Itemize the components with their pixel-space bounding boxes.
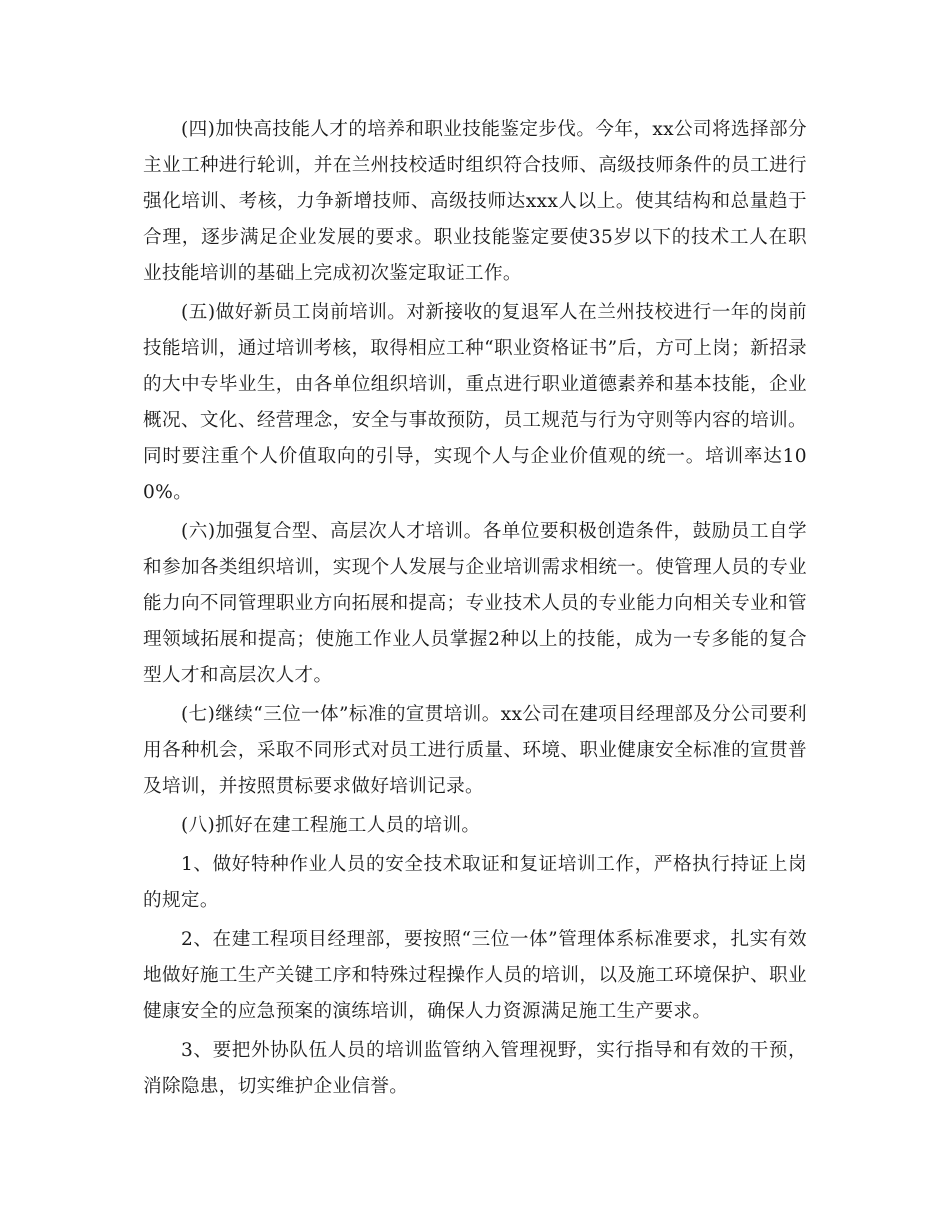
paragraph-item-2: 2、在建工程项目经理部，要按照“三位一体”管理体系标准要求，扎实有效地做好施工生产关键工序和特殊过程操作人员的培训，以及施工环境保护、职业健康安全的应急预案的演练培训，确保人力资源满足施工生产要求。 <box>143 929 807 1022</box>
document-body <box>143 112 807 1108</box>
paragraph-training-7: (七)继续“三位一体”标准的宣贯培训。xx公司在建项目经理部及分公司要利用各种机会，采取不同形式对员工进行质量、环境、职业健康安全标准的宣贯普及培训，并按照贯标要求做好培训记录。 <box>143 704 807 797</box>
paragraph-training-4: (四)加快高技能人才的培养和职业技能鉴定步伐。今年，xx公司将选择部分主业工种进行轮训，并在兰州技校适时组织符合技师、高级技师条件的员工进行强化培训、考核，力争新增技师、高级技师达xxx人以上。使其结构和总量趋于合理，逐步满足企业发展的要求。职业技能鉴定要使35岁以下的技术工人在职业技能培训的基础上完成初次鉴定取证工作。 <box>143 119 807 284</box>
paragraph-training-6: (六)加强复合型、高层次人才培训。各单位要积极创造条件，鼓励员工自学和参加各类组织培训，实现个人发展与企业培训需求相统一。使管理人员的专业能力向不同管理职业方向拓展和提高；专业技术人员的专业能力向相关专业和管理领域拓展和提高；使施工作业人员掌握2种以上的技能，成为一专多能的复合型人才和高层次人才。 <box>143 521 807 686</box>
paragraph-item-3: 3、要把外协队伍人员的培训监管纳入管理视野，实行指导和有效的干预，消除隐患，切实维护企业信誉。 <box>143 1040 807 1097</box>
paragraph-training-8: (八)抓好在建工程施工人员的培训。 <box>181 815 481 836</box>
paragraph-training-5: (五)做好新员工岗前培训。对新接收的复退军人在兰州技校进行一年的岗前技能培训，通过培训考核，取得相应工种“职业资格证书”后，方可上岗；新招录的大中专毕业生，由各单位组织培训，重点进行职业道德素养和基本技能，企业概况、文化、经营理念，安全与事故预防，员工规范与行为守则等内容的培训。同时要注重个人价值取向的引导，实现个人与企业价值观的统一。培训率达100%。 <box>143 302 807 503</box>
paragraph-item-1: 1、做好特种作业人员的安全技术取证和复证培训工作，严格执行持证上岗的规定。 <box>143 854 807 911</box>
